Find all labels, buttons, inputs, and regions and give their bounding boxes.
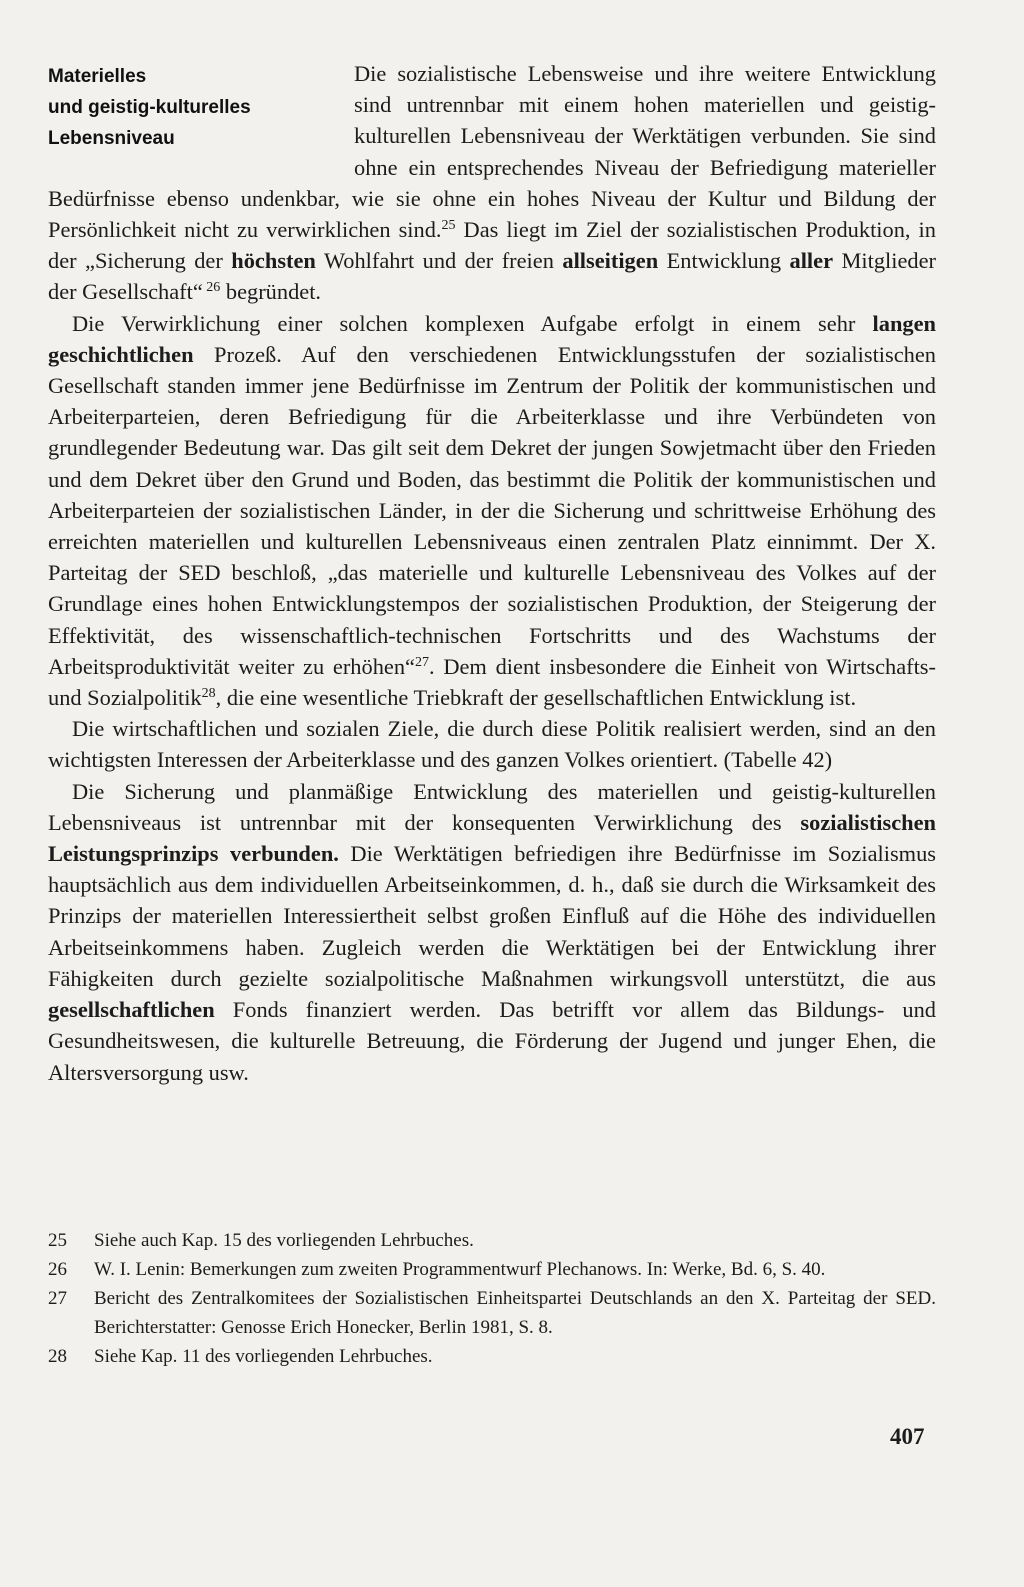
text-run: Fonds finanziert werden. Das betrifft vor allem das Bildungs- und Gesundheitswesen, die kulturelle Betreuung, die Förderung der Jugend und junger Ehen, die Altersversorgung usw. (48, 997, 936, 1085)
emphasized-text: allseitigen (562, 248, 659, 274)
footnote-reference: 28 (201, 686, 216, 702)
footnote (48, 1226, 936, 1255)
text-run: Das liegt im Ziel der sozialistischen Produktion, in der „Sicherung der (48, 217, 936, 274)
footnotes (48, 1226, 936, 1371)
text-run: Die Sicherung und planmäßige Entwicklung des materiellen und geistig-kulturellen Lebensniveaus ist untrennbar mit der konsequenten Verwirklichung des (48, 778, 936, 835)
text-run: , die eine wesentliche Triebkraft der gesellschaftlichen Entwicklung ist. (215, 685, 857, 711)
text-run: Die wirtschaftlichen und sozialen Ziele, die durch diese Politik realisiert werden, sind an den wichtigsten Interessen der Arbeiterklasse und des ganzen Volkes orientiert. (Tabelle 42) (48, 716, 936, 773)
text-run: Prozeß. Auf den verschiedenen Entwicklungsstufen der sozialistischen Gesellschaft standen immer jene Bedürfnisse im Zentrum der Politik der kommunistischen und Arbeiterparteien, deren Befriedigung für die Arbeiterklasse und ihre Verbündeten von grundlegender Bedeutung war. Das gilt seit dem Dekret der jungen Sowjetmacht über den Frieden und dem Dekret über den Grund und Boden, das bestimmt die Politik der kommunistischen und Arbeiterparteien der sozialistischen Länder, in der die Sicherung und schrittweise Erhöhung des erreichten materiellen und kulturellen Lebensniveaus einen zentralen Platz einnimmt. Der X. Parteitag der SED beschloß, „das materielle und kulturelle Lebensniveau des Volkes auf der Grundlage eines hohen Entwicklungstempos der sozialistischen Produktion, der Steigerung der Effektivität, des wissenschaftlich-technischen Fortschritts und des Wachstums der Arbeitsproduktivität weiter zu erhöhen“ (48, 341, 936, 679)
marginal-heading (48, 61, 338, 155)
footnote-text: Bericht des Zentralkomitees der Sozialistischen Einheitspartei Deutschlands an den X. Parteitag der SED. Berichterstatter: Genosse Erich Honecker, Berlin 1981, S. 8. (94, 1288, 936, 1338)
marginal-heading-line: und geistig-kulturelles (48, 97, 251, 119)
paragraph (48, 776, 936, 1088)
emphasized-text: sozialistischen Leistungsprinzips verbunden. (48, 809, 936, 867)
footnote-text: W. I. Lenin: Bemerkungen zum zweiten Programmentwurf Plechanows. In: Werke, Bd. 6, S. 40. (94, 1259, 826, 1280)
footnote (48, 1284, 936, 1342)
text-run: Entwicklung (658, 248, 790, 274)
footnote (48, 1342, 936, 1371)
footnote (48, 1255, 936, 1284)
footnote-number: 26 (48, 1259, 67, 1280)
footnote-reference: 25 (441, 218, 456, 234)
paragraph (48, 713, 936, 775)
emphasized-text: langen geschichtlichen (48, 310, 936, 367)
body-text (48, 58, 936, 1088)
footnote-text: Siehe Kap. 11 des vorliegenden Lehrbuches. (94, 1346, 433, 1367)
footnote-number: 27 (48, 1288, 67, 1309)
emphasized-text: gesellschaftlichen (48, 997, 215, 1023)
text-run: begründet. (220, 279, 322, 305)
page-body (48, 58, 936, 1088)
footnote-text: Siehe auch Kap. 15 des vorliegenden Lehrbuches. (94, 1230, 474, 1251)
text-run: Die Werktätigen befriedigen ihre Bedürfnisse im Sozialismus hauptsächlich aus dem individuellen Arbeitseinkommen, d. h., daß sie durch die Wirksamkeit des Prinzips der materiellen Interessiertheit selbst großen Einfluß auf die Höhe des individuellen Arbeitseinkommens haben. Zugleich werden die Werktätigen bei der Entwicklung ihrer Fähigkeiten durch gezielte sozialpolitische Maßnahmen wirkungsvoll unterstützt, die aus (48, 841, 936, 991)
footnote-number: 28 (48, 1346, 67, 1367)
footnote-reference: 27 (414, 654, 429, 670)
text-run: Wohlfahrt und der freien (315, 248, 563, 274)
marginal-heading-line: Lebensniveau (48, 128, 175, 150)
emphasized-text: höchsten (231, 248, 316, 274)
text-run: Mitglieder der Gesellschaft“ (48, 248, 936, 305)
emphasized-text: aller (789, 248, 834, 274)
paragraph (48, 308, 936, 714)
text-run: Die Verwirklichung einer solchen komplexen Aufgabe erfolgt in einem sehr (72, 310, 873, 336)
footnote-reference: 26 (202, 280, 221, 296)
footnote-number: 25 (48, 1230, 67, 1251)
text-run: . Dem dient insbesondere die Einheit von Wirtschafts- und Sozialpolitik (48, 653, 936, 711)
text-run: Die sozialistische Lebensweise und ihre weitere Entwicklung sind untrennbar mit einem hohen materiellen und geistig-kulturellen Lebensniveau der Werktätigen verbunden. Sie sind ohne ein entsprechendes Niveau der Befriedigung materieller Bedürfnisse ebenso undenkbar, wie sie ohne ein hohes Niveau der Kultur und Bildung der Persönlichkeit nicht zu verwirklichen sind. (48, 61, 936, 243)
page-number: 407 (890, 1424, 925, 1449)
marginal-heading-line: Materielles (48, 66, 147, 87)
